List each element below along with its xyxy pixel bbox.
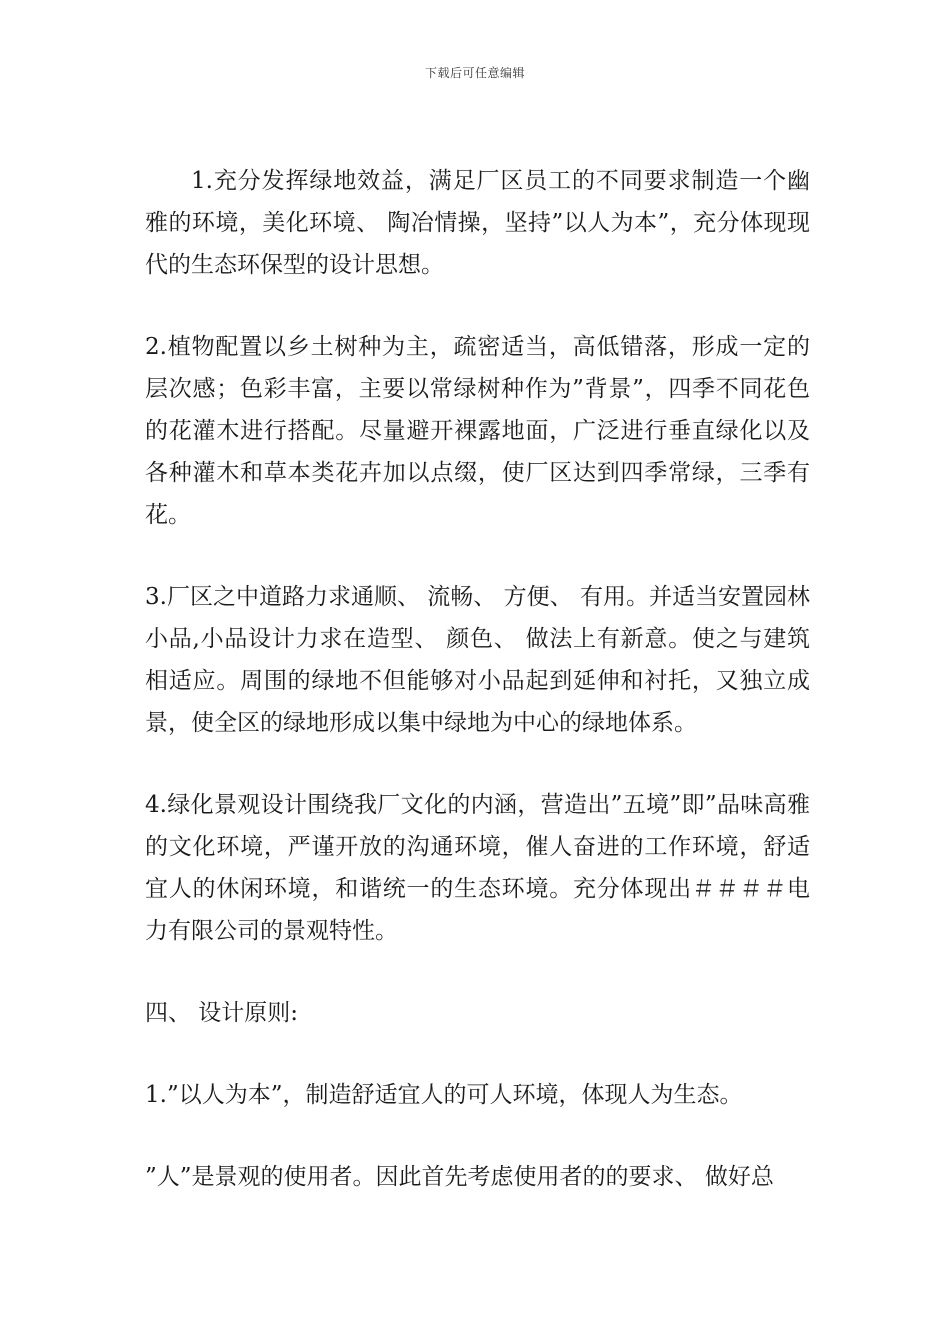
principle-1: 1.”以人为本”，制造舒适宜人的可人环境，体现人为生态。: [145, 1082, 743, 1108]
page-header: 下载后可任意编辑: [424, 66, 525, 80]
paragraph-3: 3.厂区之中道路力求通顺、 流畅、 方便、 有用。并适当安置园林小品,小品设计力求在造型、 颜色、 做法上有新意。使之与建筑相适应。周围的绿地不但能够对小品起到延伸和衬托，又独立成景，使全区的绿地形成以集中绿地为中心的绿地体系。: [145, 584, 810, 736]
paragraph-7: ”人”是景观的使用者。因此首先考虑使用者的的要求、 做好总: [145, 1164, 774, 1190]
document-body: [145, 160, 810, 1198]
paragraph-1: 1.充分发挥绿地效益，满足厂区员工的不同要求制造一个幽雅的环境，美化环境、 陶冶情操，坚持”以人为本”，充分体现现代的生态环保型的设计思想。: [145, 168, 810, 278]
paragraph-4: 4.绿化景观设计围绕我厂文化的内涵，营造出”五境”即”品味高雅的文化环境，严谨开放的沟通环境，催人奋进的工作环境，舒适宜人的休闲环境，和谐统一的生态环境。充分体现出＃＃＃＃电力有限公司的景观特性。: [145, 792, 810, 944]
section-heading: 四、 设计原则:: [145, 1000, 299, 1026]
paragraph-2: 2.植物配置以乡土树种为主，疏密适当，高低错落，形成一定的层次感；色彩丰富，主要以常绿树种作为”背景”，四季不同花色的花灌木进行搭配。尽量避开裸露地面，广泛进行垂直绿化以及各种灌木和草本类花卉加以点缀，使厂区达到四季常绿，三季有花。: [145, 334, 810, 528]
